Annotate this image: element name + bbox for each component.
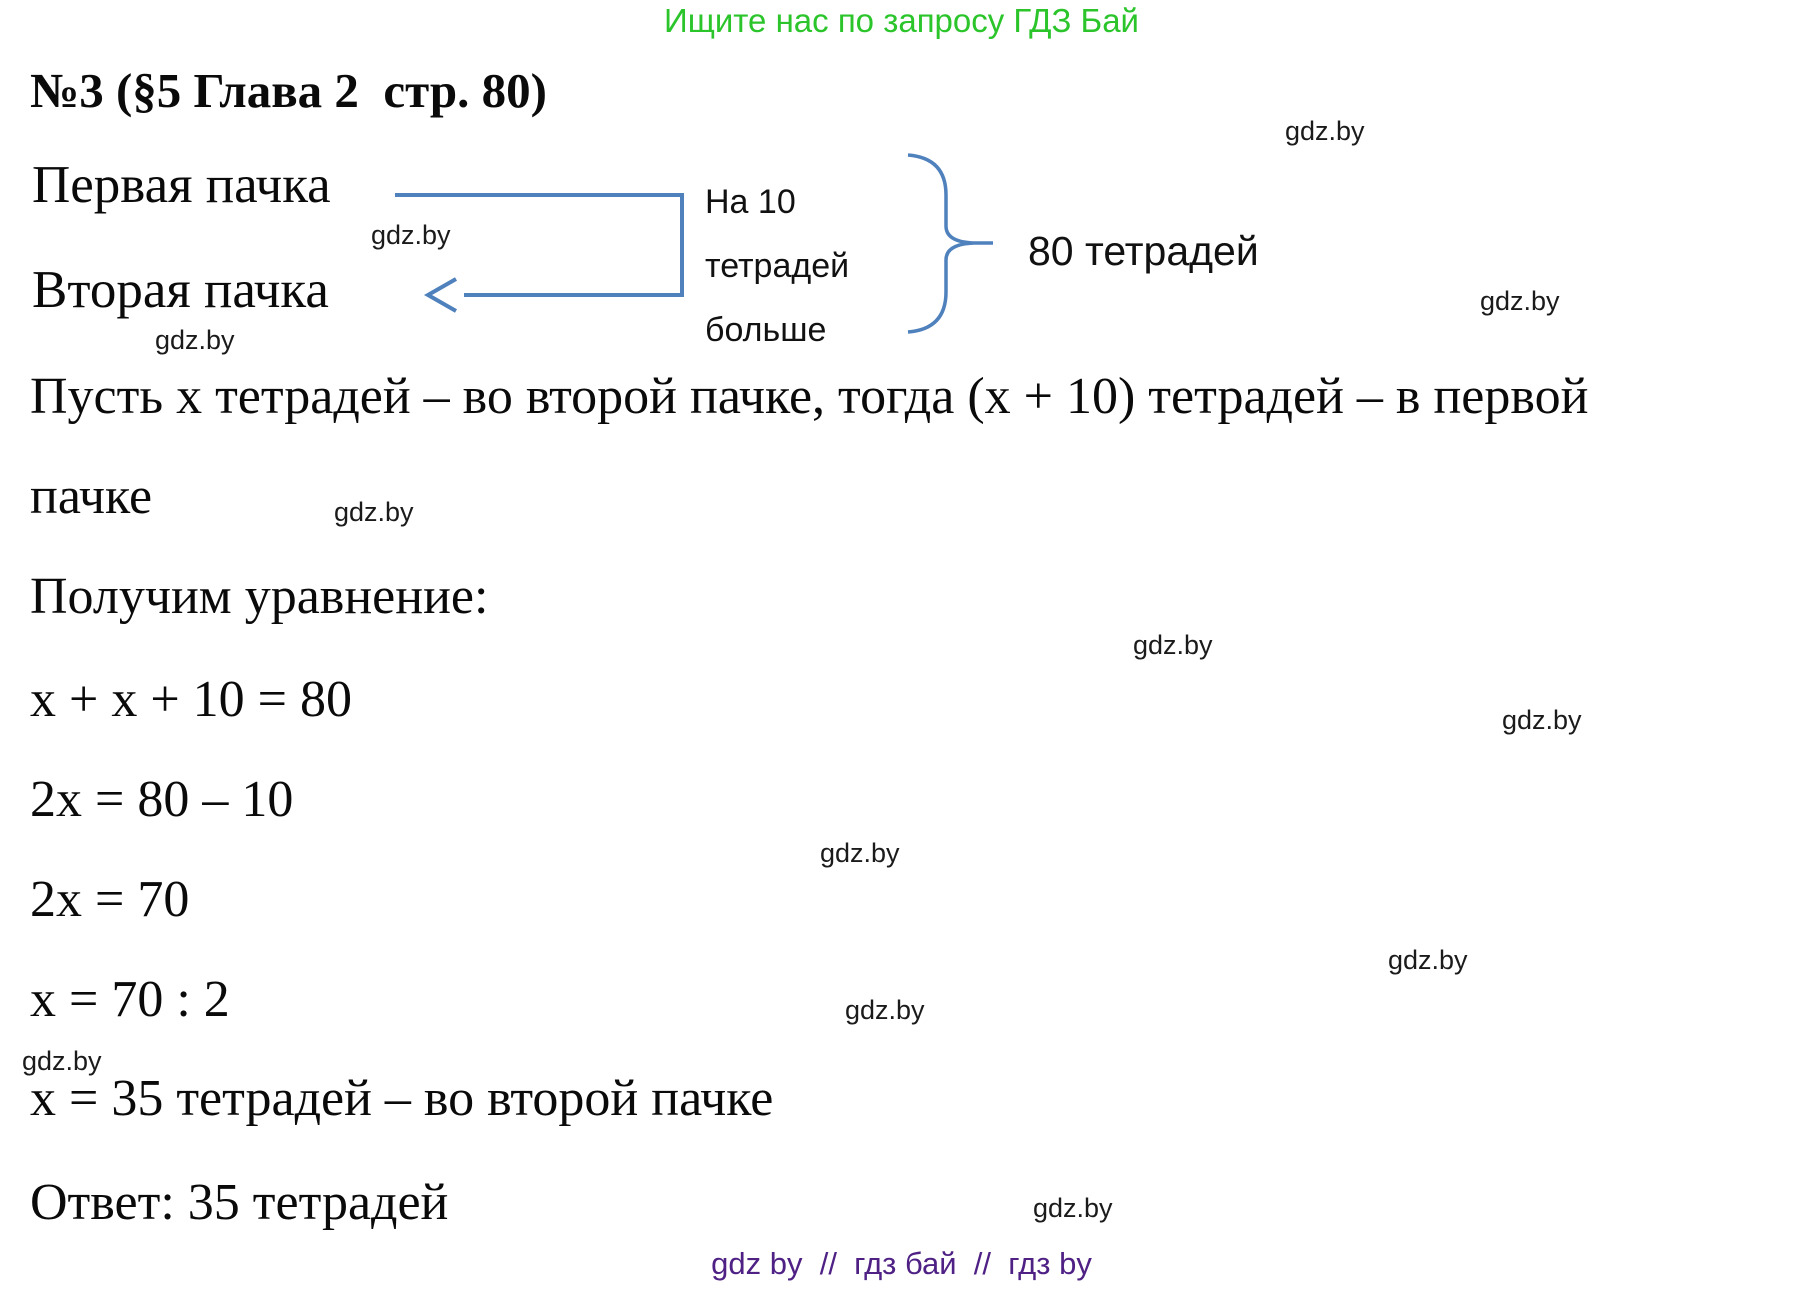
pack1-label: Первая пачка — [32, 156, 331, 214]
watermark: gdz.by — [155, 325, 235, 355]
promo-header: Ищите нас по запросу ГДЗ Бай — [664, 2, 1139, 39]
solution-result: х = 35 тетрадей – во второй пачке — [30, 1070, 774, 1127]
watermark: gdz.by — [1285, 116, 1365, 146]
watermark: gdz.by — [820, 838, 900, 868]
total-label: 80 тетрадей — [1028, 228, 1259, 274]
watermark: gdz.by — [1133, 630, 1213, 660]
page-title: №3 (§5 Глава 2 стр. 80) — [30, 63, 547, 118]
watermark: gdz.by — [1480, 286, 1560, 316]
pack2-label: Вторая пачка — [32, 261, 329, 319]
difference-note: На 10 тетрадей больше — [705, 183, 850, 349]
watermark: gdz.by — [1388, 945, 1468, 975]
solution-line-2: пачке — [30, 468, 153, 525]
difference-arrow-icon — [395, 195, 682, 311]
solution-line-3: Получим уравнение: — [30, 568, 489, 625]
equation-2: 2х = 80 – 10 — [30, 771, 294, 828]
solution-answer: Ответ: 35 тетрадей — [30, 1174, 449, 1231]
equation-3: 2х = 70 — [30, 871, 190, 928]
watermark: gdz.by — [1033, 1193, 1113, 1223]
total-brace-icon — [908, 155, 993, 332]
site-footer: gdz by // гдз бай // гдз by — [711, 1246, 1092, 1281]
watermark: gdz.by — [845, 995, 925, 1025]
watermark: gdz.by — [334, 497, 414, 527]
watermark: gdz.by — [371, 220, 451, 250]
solution-line-1: Пусть х тетрадей – во второй пачке, тогда (х + 10) тетрадей – в первой — [30, 368, 1589, 425]
equation-1: х + х + 10 = 80 — [30, 671, 352, 728]
watermark: gdz.by — [1502, 705, 1582, 735]
equation-4: х = 70 : 2 — [30, 971, 230, 1028]
difference-arrow-and-brace — [390, 140, 1005, 370]
watermark: gdz.by — [22, 1046, 102, 1076]
